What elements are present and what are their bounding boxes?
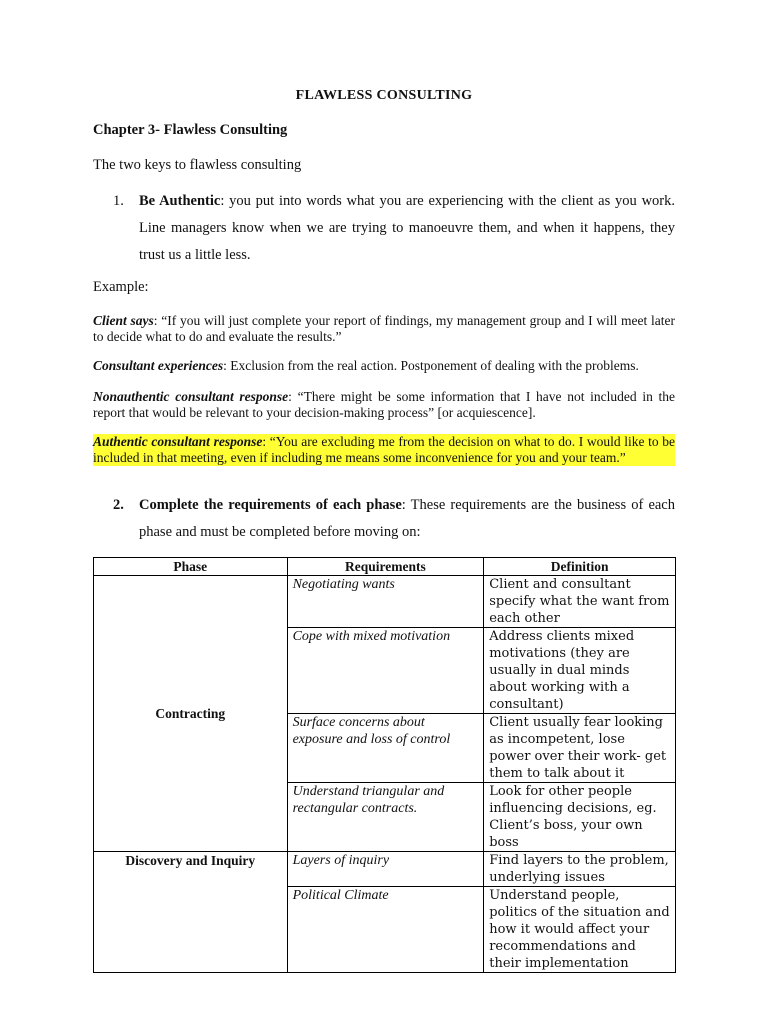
document-title: FLAWLESS CONSULTING [295, 88, 473, 103]
requirement-cell: Understand triangular and rectangular contracts. [287, 783, 484, 852]
definition-cell: Address clients mixed motivations (they are usually in dual minds about working with a consultant) [484, 628, 676, 714]
phase-cell-contracting: Contracting [94, 576, 288, 852]
client-says-text: : “If you will just complete your report of findings, my management group and I will meet later to decide what to do and evaluate the results.” [93, 313, 675, 344]
consultant-experiences-text: : Exclusion from the real action. Postponement of dealing with the problems. [223, 358, 639, 373]
definition-cell: Look for other people influencing decisions, eg. Client’s boss, your own boss [484, 783, 676, 852]
item-body [139, 188, 675, 269]
chapter-heading: Chapter 3- Flawless Consulting [93, 122, 288, 138]
authentic-response-label: Authentic consultant response [93, 434, 263, 449]
header-phase: Phase [94, 558, 288, 576]
numbered-item-authentic [93, 188, 675, 269]
header-definition: Definition [484, 558, 676, 576]
definition-cell: Understand people, politics of the situation and how it would affect your recommendations and their implementation [484, 887, 676, 973]
example-label: Example: [93, 279, 149, 295]
header-requirements: Requirements [287, 558, 484, 576]
item-text: : These requirements are the business of each phase and must be completed before moving on: [139, 497, 675, 540]
client-says-paragraph [93, 313, 675, 345]
table-row [94, 852, 676, 887]
item-label: Complete the requirements of each phase [139, 497, 402, 513]
item-number: 1. [113, 193, 124, 209]
nonauthentic-response-text: : “There might be some information that I have not included in the report that would be relevant to your decision-making process” [or acquiescence]. [93, 389, 676, 420]
authentic-response-paragraph [93, 434, 675, 466]
phase-cell-discovery: Discovery and Inquiry [94, 852, 288, 973]
nonauthentic-response-label: Nonauthentic consultant response [93, 389, 289, 404]
definition-cell: Client usually fear looking as incompetent, lose power over their work- get them to talk about it [484, 714, 676, 783]
item-label: Be Authentic [139, 193, 221, 209]
intro-text: The two keys to flawless consulting [93, 157, 302, 173]
authentic-response-text: : “You are excluding me from the decision on what to do. I would like to be included in that meeting, even if including me means some inconvenience for you and your team.” [93, 434, 675, 465]
item-text: : you put into words what you are experiencing with the client as you work. Line managers know when we are trying to manoeuvre them, and when it happens, they trust us a little less. [139, 193, 675, 263]
requirements-table [93, 557, 676, 973]
item-number: 2. [113, 497, 124, 513]
client-says-label: Client says [93, 313, 154, 328]
consultant-experiences-paragraph [93, 358, 675, 374]
numbered-item-requirements [93, 492, 675, 546]
requirement-cell: Layers of inquiry [287, 852, 484, 887]
table-row [94, 576, 676, 628]
table-header-row [94, 558, 676, 576]
requirement-cell: Surface concerns about exposure and loss of control [287, 714, 484, 783]
requirement-cell: Negotiating wants [287, 576, 484, 628]
nonauthentic-response-paragraph [93, 389, 675, 421]
consultant-experiences-label: Consultant experiences [93, 358, 224, 373]
definition-cell: Client and consultant specify what the want from each other [484, 576, 676, 628]
requirement-cell: Cope with mixed motivation [287, 628, 484, 714]
definition-cell: Find layers to the problem, underlying issues [484, 852, 676, 887]
requirement-cell: Political Climate [287, 887, 484, 973]
item-body [139, 492, 675, 546]
